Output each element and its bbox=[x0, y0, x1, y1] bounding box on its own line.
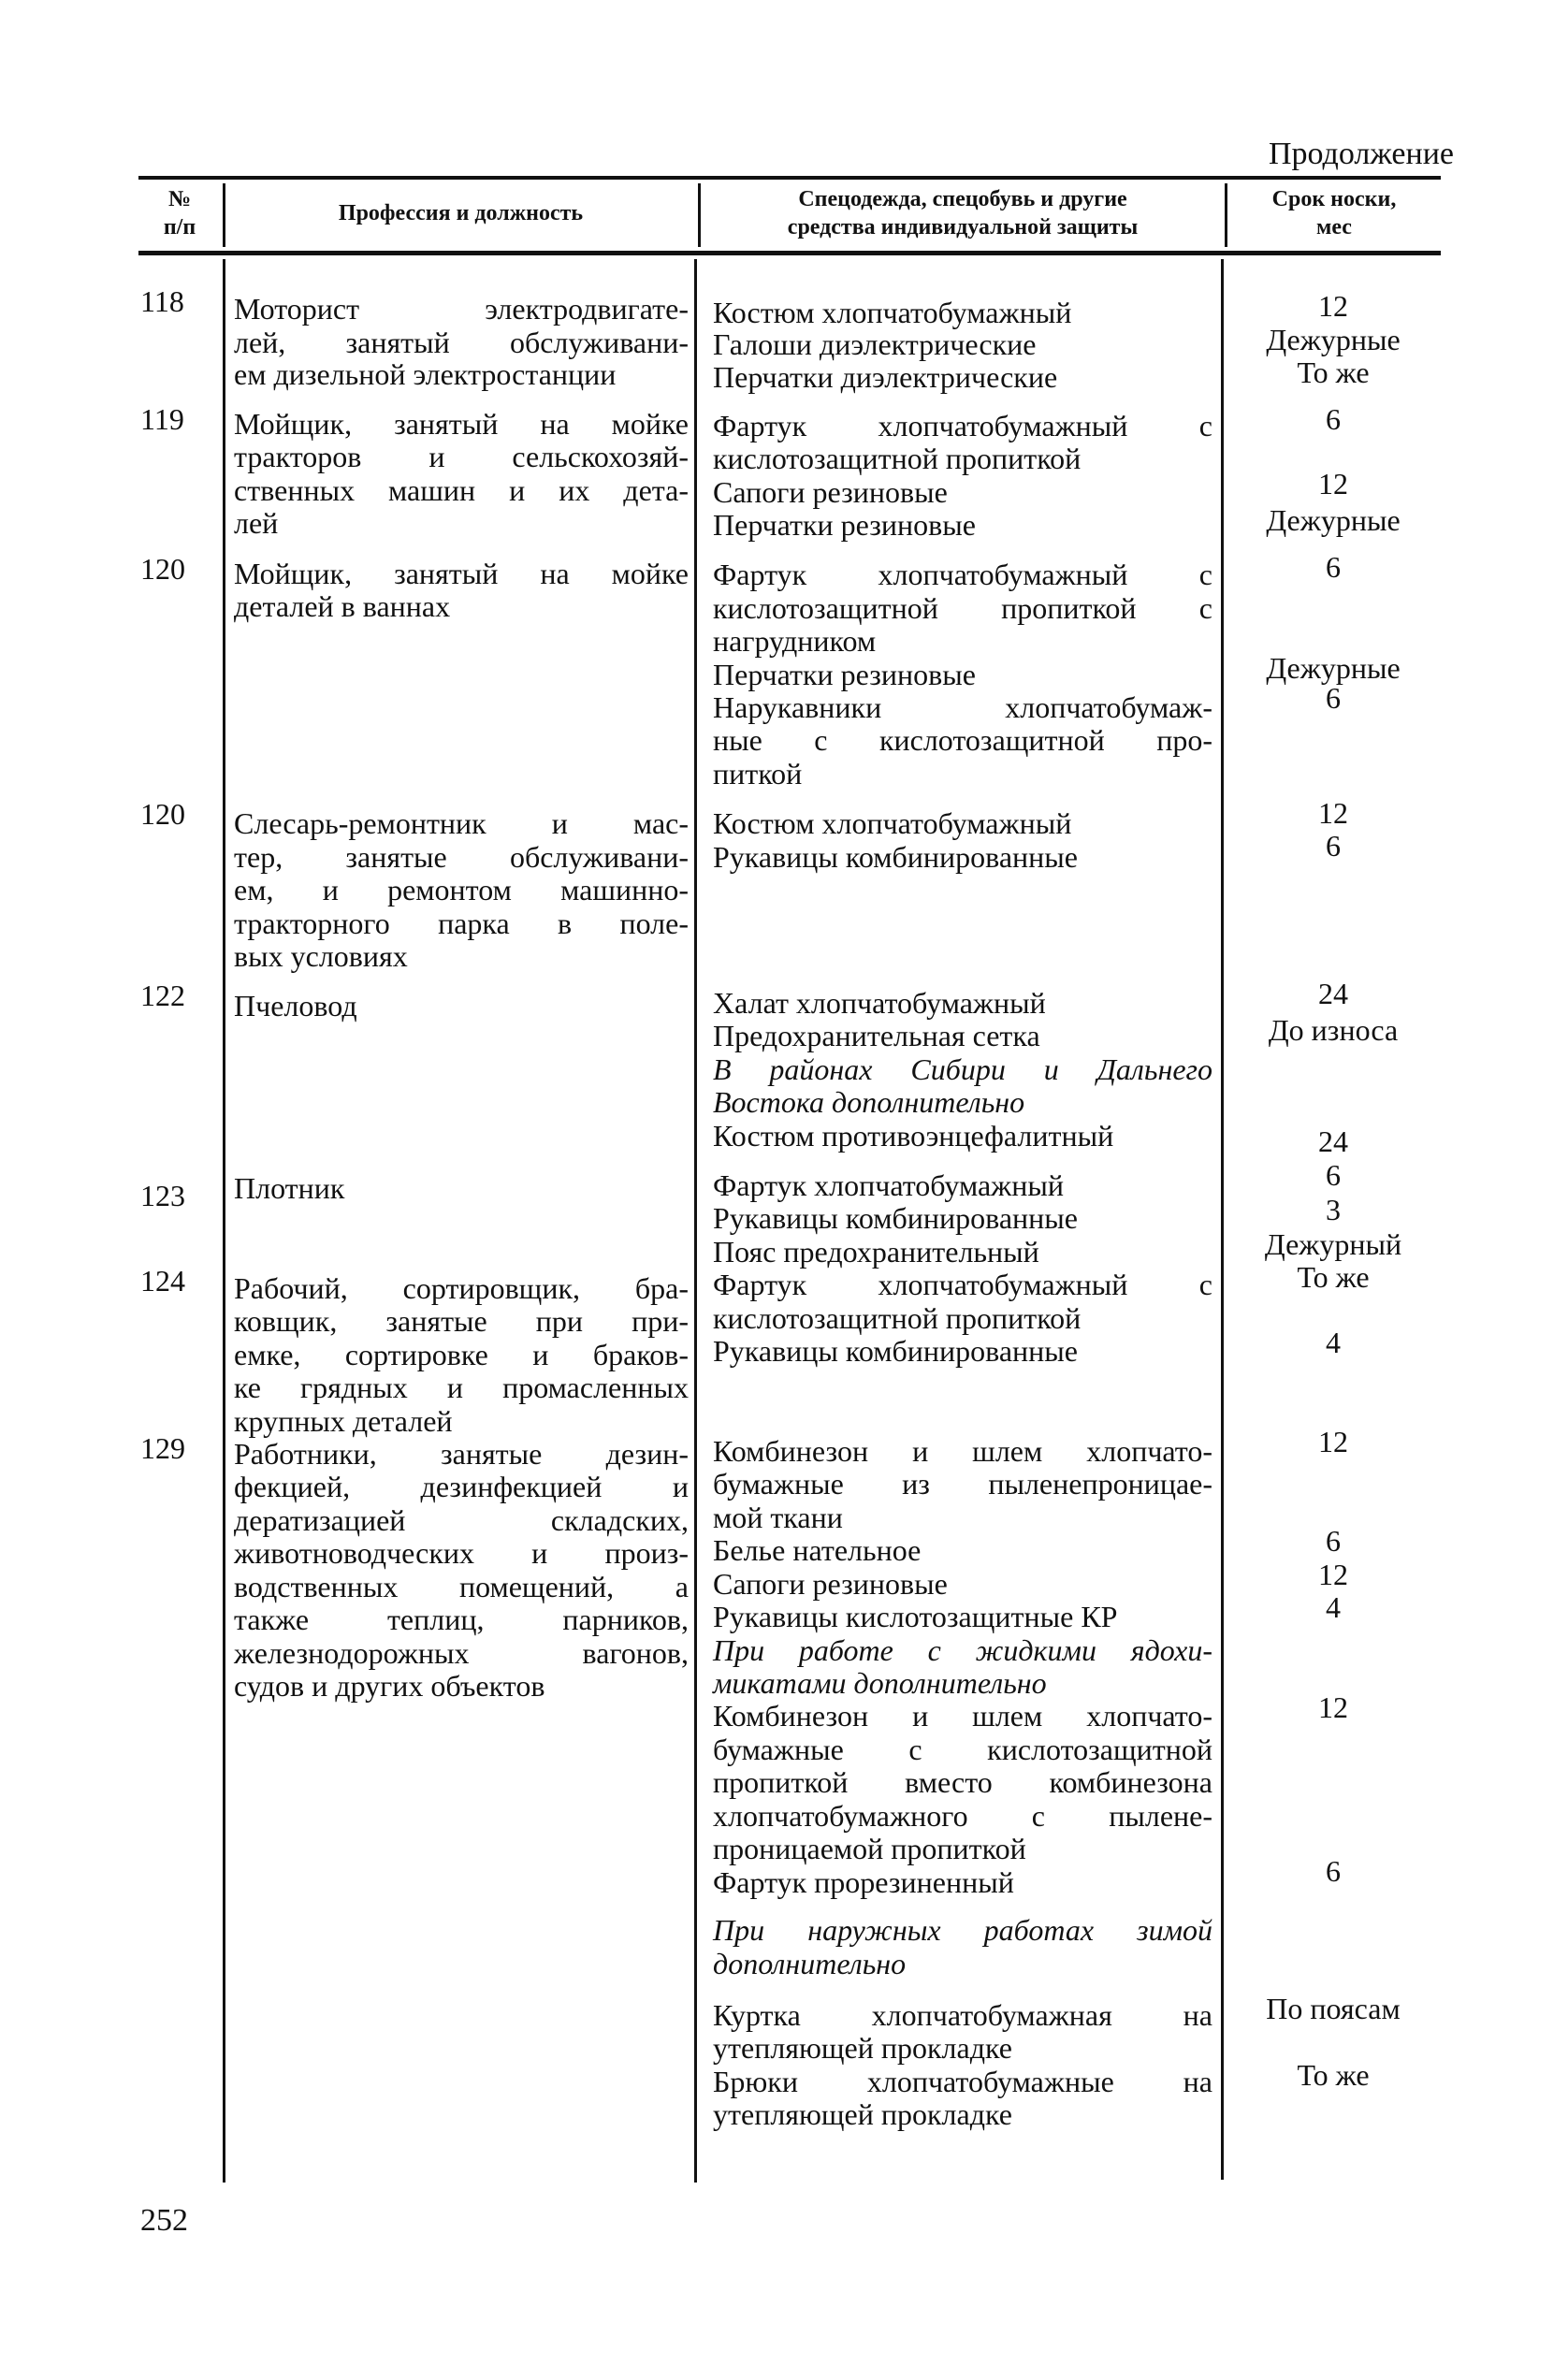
profession-line: тер, занятые обслуживани- bbox=[234, 839, 689, 874]
row-number: 119 bbox=[140, 402, 184, 437]
equipment-line: Фартук прорезиненный bbox=[713, 1864, 1014, 1899]
profession-line: Моторист электродвигате- bbox=[234, 292, 689, 326]
term-value: Дежурные bbox=[1266, 503, 1401, 538]
profession-line: ем, и ремонтом машинно- bbox=[234, 873, 689, 907]
equipment-line: Костюм хлопчатобумажный bbox=[713, 806, 1072, 841]
profession-line: Работники, занятые дезин- bbox=[234, 1436, 689, 1471]
term-value: 6 bbox=[1326, 1157, 1341, 1192]
equipment-line: Халат хлопчатобумажный bbox=[713, 985, 1046, 1020]
equipment-line: Предохранительная сетка bbox=[713, 1019, 1040, 1053]
equipment-line: Комбинезон и шлем хлопчато- bbox=[713, 1433, 1212, 1468]
equipment-line: хлопчатобумажного с пылене- bbox=[713, 1798, 1212, 1833]
column-divider bbox=[223, 259, 225, 2183]
equipment-line: кислотозащитной пропиткой с bbox=[713, 590, 1212, 625]
term-value: 12 bbox=[1318, 795, 1348, 830]
profession-line: Пчеловод bbox=[234, 989, 357, 1023]
equipment-line: ные с кислотозащитной про- bbox=[713, 723, 1212, 758]
equipment-line: дополнительно bbox=[713, 1946, 907, 1980]
term-value: 12 bbox=[1318, 289, 1348, 324]
equipment-line: Галоши диэлектрические bbox=[713, 326, 1037, 361]
term-value: 6 bbox=[1326, 829, 1341, 863]
term-value: То же bbox=[1297, 1260, 1370, 1295]
header-num bbox=[138, 185, 221, 241]
equipment-line: Рукавицы кислотозащитные КР bbox=[713, 1600, 1118, 1634]
equipment-line: питкой bbox=[713, 756, 803, 790]
column-divider bbox=[1221, 259, 1224, 2180]
term-value: То же bbox=[1297, 355, 1370, 390]
term-value: 4 bbox=[1326, 1325, 1341, 1359]
profession-line: фекцией, дезинфекцией и bbox=[234, 1470, 689, 1504]
page-number: 252 bbox=[140, 2203, 188, 2238]
equipment-line: Комбинезон и шлем хлопчато- bbox=[713, 1699, 1212, 1733]
profession-line: Рабочий, сортировщик, бра- bbox=[234, 1270, 689, 1305]
continuation-label: Продолжение bbox=[1268, 137, 1454, 171]
profession-line: судов и других объектов bbox=[234, 1669, 545, 1704]
equipment-line: микатами дополнительно bbox=[713, 1665, 1047, 1700]
equipment-line: пропиткой вместо комбинезона bbox=[713, 1765, 1212, 1800]
equipment-line: В районах Сибири и Дальнего bbox=[713, 1051, 1212, 1086]
profession-line: Плотник bbox=[234, 1171, 345, 1206]
equipment-line: Фартук хлопчатобумажный с bbox=[713, 1268, 1212, 1302]
header-equipment bbox=[702, 185, 1224, 241]
profession-line: лей, занятый обслуживани- bbox=[234, 325, 689, 359]
header-term-line: Срок носки, bbox=[1271, 187, 1397, 211]
profession-line: вых условиях bbox=[234, 939, 408, 973]
profession-line: ковщик, занятые при при- bbox=[234, 1304, 689, 1339]
term-value: 6 bbox=[1326, 1524, 1341, 1559]
equipment-line: Пояс предохранительный bbox=[713, 1234, 1039, 1269]
profession-line: дератизацией складских, bbox=[234, 1502, 689, 1537]
row-number: 118 bbox=[140, 284, 184, 319]
profession-line: тракторного парка в поле- bbox=[234, 906, 689, 940]
row-number: 123 bbox=[140, 1179, 185, 1213]
equipment-line: бумажные из пыленепроницае- bbox=[713, 1467, 1212, 1501]
equipment-line: бумажные с кислотозащитной bbox=[713, 1732, 1212, 1766]
row-number: 129 bbox=[140, 1430, 185, 1465]
equipment-line: Перчатки резиновые bbox=[713, 507, 976, 542]
term-value: 6 bbox=[1326, 1854, 1341, 1889]
header-bottom-rule bbox=[138, 251, 1441, 255]
header-equipment-line: средства индивидуальной защиты bbox=[787, 215, 1139, 239]
profession-line: тракторов и сельскохозяй- bbox=[234, 440, 689, 474]
equipment-line: Костюм хлопчатобумажный bbox=[713, 295, 1072, 329]
term-value: 12 bbox=[1318, 1425, 1348, 1459]
equipment-line: проницаемой пропиткой bbox=[713, 1832, 1026, 1866]
equipment-line: утепляющей прокладке bbox=[713, 2031, 1012, 2066]
profession-line: водственных помещений, а bbox=[234, 1569, 689, 1603]
equipment-line: Рукавицы комбинированные bbox=[713, 839, 1078, 874]
profession-line: животноводческих и произ- bbox=[234, 1536, 689, 1571]
row-number: 120 bbox=[140, 551, 185, 586]
profession-line: железнодорожных вагонов, bbox=[234, 1635, 689, 1670]
profession-line: ке грядных и промасленных bbox=[234, 1371, 689, 1405]
equipment-line: Перчатки диэлектрические bbox=[713, 360, 1058, 394]
profession-line: лей bbox=[234, 506, 279, 541]
term-value: 12 bbox=[1318, 1557, 1348, 1591]
term-value: Дежурный bbox=[1264, 1226, 1402, 1261]
term-value: 24 bbox=[1318, 977, 1348, 1011]
column-divider bbox=[694, 259, 697, 2183]
header-equipment-line: Спецодежда, спецобувь и другие bbox=[798, 187, 1127, 211]
term-value: Дежурные bbox=[1266, 651, 1401, 686]
equipment-line: утепляющей прокладке bbox=[713, 2097, 1012, 2132]
header-term-line: мес bbox=[1316, 215, 1352, 239]
term-value: 6 bbox=[1326, 402, 1341, 437]
row-number: 120 bbox=[140, 797, 185, 832]
term-value: 6 bbox=[1326, 550, 1341, 585]
equipment-line: Рукавицы комбинированные bbox=[713, 1334, 1078, 1369]
equipment-line: Перчатки резиновые bbox=[713, 657, 976, 691]
row-number: 122 bbox=[140, 978, 185, 1012]
equipment-line: кислотозащитной пропиткой bbox=[713, 1300, 1082, 1335]
header-num-line: № bbox=[167, 187, 192, 211]
equipment-line: кислотозащитной пропиткой bbox=[713, 442, 1082, 476]
equipment-line: Костюм противоэнцефалитный bbox=[713, 1118, 1114, 1153]
term-value: 12 bbox=[1318, 467, 1348, 501]
term-value: 6 bbox=[1326, 681, 1341, 716]
profession-line: ственных машин и их дета- bbox=[234, 472, 689, 507]
term-value: Дежурные bbox=[1266, 322, 1401, 356]
equipment-line: нагрудником bbox=[713, 624, 877, 659]
equipment-line: Фартук хлопчатобумажный с bbox=[713, 408, 1212, 442]
equipment-line: При работе с жидкими ядохи- bbox=[713, 1632, 1212, 1667]
equipment-line: мой ткани bbox=[713, 1500, 843, 1534]
term-value: По поясам bbox=[1266, 1992, 1401, 2026]
equipment-line: Белье нательное bbox=[713, 1533, 922, 1568]
profession-line: Мойщик, занятый на мойке bbox=[234, 406, 689, 441]
profession-line: ем дизельной электростанции bbox=[234, 356, 617, 391]
profession-line: Слесарь-ремонтник и мас- bbox=[234, 806, 689, 841]
header-top-rule bbox=[138, 176, 1441, 180]
equipment-line: Сапоги резиновые bbox=[713, 474, 948, 509]
term-value: 24 bbox=[1318, 1124, 1348, 1159]
term-value: 3 bbox=[1326, 1192, 1341, 1226]
header-profession: Профессия и должность bbox=[338, 201, 584, 225]
equipment-line: Нарукавники хлопчатобумаж- bbox=[713, 690, 1212, 725]
equipment-line: Рукавицы комбинированные bbox=[713, 1201, 1078, 1236]
profession-line: емке, сортировке и браков- bbox=[234, 1337, 689, 1371]
profession-line: крупных деталей bbox=[234, 1403, 453, 1438]
row-number: 124 bbox=[140, 1263, 185, 1298]
term-value: То же bbox=[1297, 2058, 1370, 2093]
profession-line: также теплиц, парников, bbox=[234, 1603, 689, 1637]
term-value: 4 bbox=[1326, 1590, 1341, 1625]
equipment-line: Востока дополнительно bbox=[713, 1085, 1025, 1120]
equipment-line: Брюки хлопчатобумажные на bbox=[713, 2064, 1212, 2098]
header-divider bbox=[698, 183, 701, 247]
profession-line: деталей в ваннах bbox=[234, 589, 451, 624]
equipment-line: При наружных работах зимой bbox=[713, 1913, 1212, 1948]
equipment-line: Фартук хлопчатобумажный с bbox=[713, 558, 1212, 592]
profession-line: Мойщик, занятый на мойке bbox=[234, 556, 689, 590]
equipment-line: Фартук хлопчатобумажный bbox=[713, 1168, 1065, 1203]
term-value: 12 bbox=[1318, 1690, 1348, 1724]
equipment-line: Сапоги резиновые bbox=[713, 1566, 948, 1601]
equipment-line: Куртка хлопчатобумажная на bbox=[713, 1997, 1212, 2032]
header-term bbox=[1227, 185, 1441, 241]
term-value: До износа bbox=[1268, 1012, 1399, 1047]
header-num-line: п/п bbox=[163, 215, 196, 239]
